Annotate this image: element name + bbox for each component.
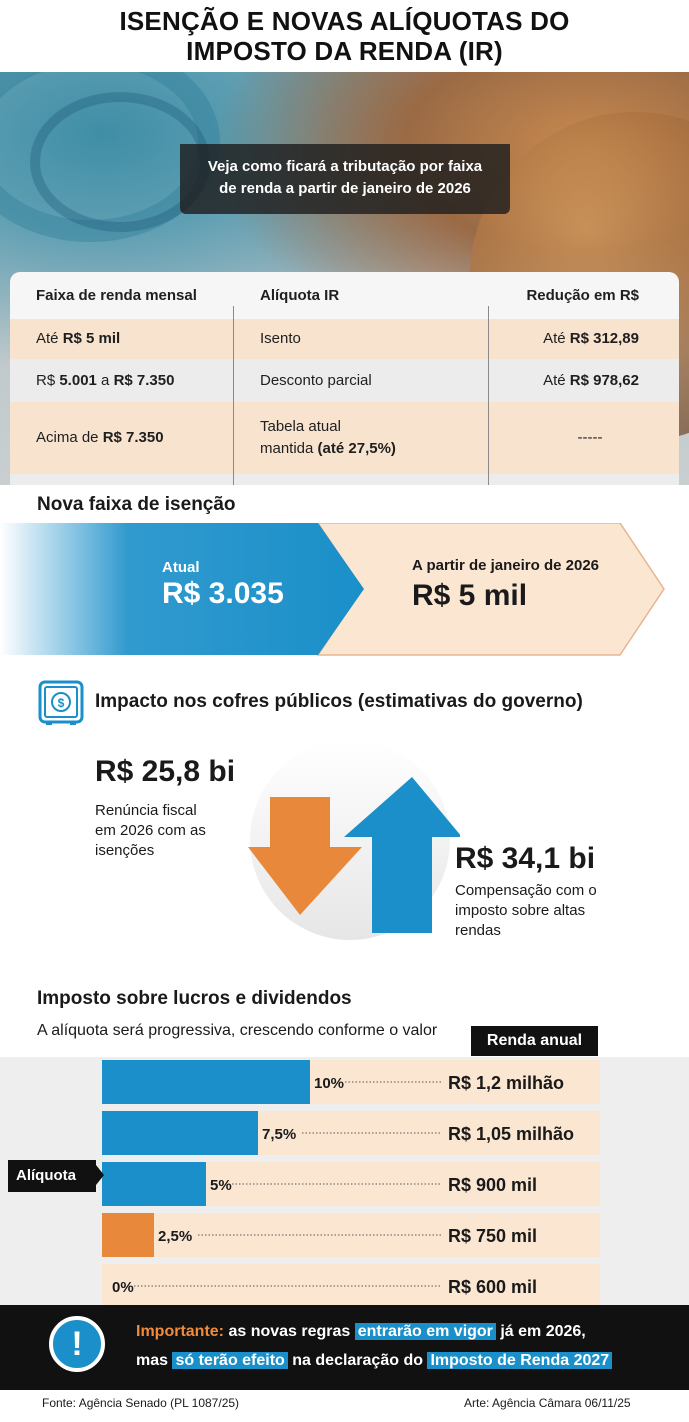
hero-background [0,72,689,485]
header-rate: Alíquota IR [260,286,340,304]
column-divider [488,306,489,485]
table-row [10,402,679,474]
table-row [10,474,679,485]
category-label: R$ 1,05 milhão [448,1124,575,1144]
cell-income-range [36,474,236,485]
category-label: R$ 750 mil [448,1226,538,1246]
cell-income-range: R$ 5.001 a R$ 7.350 [36,371,175,389]
safe-icon [38,680,84,726]
income-legend-badge: Renda anual [471,1026,598,1056]
cell-rate [260,474,490,485]
gain-description: Compensação com o imposto sobre altas rendas [455,882,597,939]
table-header-row [10,272,679,319]
page-title [0,6,689,66]
source-credit: Fonte: Agência Senado (PL 1087/25) [42,1396,240,1410]
exclamation-icon: ! [49,1316,105,1372]
cell-reduction [535,474,645,485]
bar [102,1111,258,1155]
bar-value-label: 5% [210,1177,232,1194]
subtitle-line-2: de renda a partir de janeiro de 2026 [219,180,471,197]
exemption-arrows [0,523,689,656]
cell-reduction: ----- [577,429,603,446]
gain-value: R$ 34,1 bi [455,842,596,875]
important-banner [0,1305,689,1390]
subtitle-box [180,144,510,214]
bar-value-label: 0% [112,1279,134,1296]
cell-reduction: Até R$ 312,89 [543,330,639,347]
table-row [10,359,679,402]
new-value: R$ 5 mil [412,579,528,612]
header-income-range: Faixa de renda mensal [36,286,197,304]
new-label: A partir de janeiro de 2026 [412,557,600,574]
loss-description: Renúncia fiscal em 2026 com as isenções [95,802,206,859]
impact-heading: Impacto nos cofres públicos (estimativas do governo) [95,691,583,712]
title-line-1: ISENÇÃO E NOVAS ALÍQUOTAS DO [119,6,570,36]
important-line-1: Importante: as novas regras entrarão em vigor já em 2026, [136,1323,586,1340]
bar [102,1213,154,1257]
exemption-arrows-graphic [0,523,689,656]
rate-legend-badge: Alíquota [8,1160,96,1192]
bar-value-label: 2,5% [158,1228,193,1245]
impact-graphic [240,737,460,943]
bar-value-label: 10% [314,1075,345,1092]
dividends-bar-chart [0,1057,689,1305]
table-row [10,319,679,359]
exemption-heading: Nova faixa de isenção [37,494,236,515]
cell-rate: Tabela atual mantida (até 27,5%) [260,418,396,457]
bar-value-label: 7,5% [262,1126,297,1143]
current-value: R$ 3.035 [162,577,284,610]
current-label: Atual [162,559,200,576]
svg-text:$: $ [57,696,65,710]
category-label: R$ 900 mil [448,1175,538,1195]
title-line-2: IMPOSTO DA RENDA (IR) [186,36,503,66]
column-divider [233,306,234,485]
loss-value: R$ 25,8 bi [95,755,236,788]
cell-reduction: Até R$ 978,62 [543,371,639,389]
category-label: R$ 600 mil [448,1277,538,1297]
category-label: R$ 1,2 milhão [448,1073,565,1093]
subtitle-line-1: Veja como ficará a tributação por faixa [207,158,483,175]
cell-income-range: Acima de R$ 7.350 [36,429,164,446]
header-reduction: Redução em R$ [526,286,639,304]
cell-income-range: Até R$ 5 mil [36,330,121,347]
art-credit: Arte: Agência Câmara 06/11/25 [464,1396,631,1410]
cell-rate: Desconto parcial [260,371,372,389]
cell-rate: Isento [260,330,301,347]
dividends-heading: Imposto sobre lucros e dividendos [37,988,352,1009]
important-line-2: mas só terão efeito na declaração do Imposto de Renda 2027 [136,1352,612,1370]
bar [102,1060,310,1104]
tax-bracket-table [10,272,679,485]
dividends-subheading: A alíquota será progressiva, crescendo conforme o valor [37,1022,438,1039]
bar [102,1162,206,1206]
